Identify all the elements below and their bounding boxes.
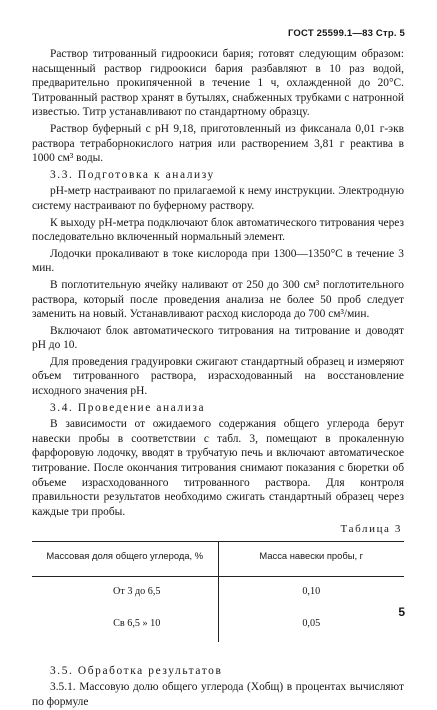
- table-row: [32, 609, 404, 642]
- table-header-mass: Масса навески пробы, г: [218, 542, 404, 577]
- table-row: [32, 576, 404, 609]
- table-header-row: [32, 542, 404, 577]
- page-header: ГОСТ 25599.1—83 Стр. 5: [287, 28, 405, 39]
- table-cell-mass: 0,10: [302, 585, 321, 597]
- paragraph: Раствор титрованный гидроокиси бария; готовят следующим образом: насыщенный раствор гидроокиси бария разбавляют в 10 раз водой, предварительно прокипяченной в течение 1 ч, охлажденной до 20°С. Титрованный раствор хранят в бутылях, снабженных трубками с натронной известью. Титр устанавливают по стандартному образцу.: [32, 48, 404, 119]
- table-header-carbon: Массовая доля общего углерода, %: [32, 542, 218, 577]
- table-caption: Таблица 3: [340, 523, 402, 536]
- document-body: [32, 47, 404, 710]
- paragraph: Для проведения градуировки сжигают стандартный образец и измеряют объем титрованного раствора, израсходованный на восстановление исходного значения pH.: [32, 355, 404, 398]
- section-heading: 3.4. Проведение анализа: [50, 401, 206, 414]
- top-paragraphs: [32, 47, 404, 519]
- paragraph: В зависимости от ожидаемого содержания общего углерода берут навески пробы в соответствии с табл. 3, помещают в прокаленную фарфоровую лодочку, вводят в трубчатую печь и включают автоматическое титрование. После окончания титрования снимают показания с бюретки об объеме израсходованного титрованного раствора. Для контроля правильности результатов необходимо сжигать стандартный образец через каждые три пробы.: [32, 418, 404, 518]
- paragraph: Раствор буферный с pH 9,18, приготовленный из фиксанала 0,01 г-экв раствора тетраборнокислого натрия или растворением 3,81 г реактива в 1000 см³ воды.: [32, 122, 404, 165]
- paragraph: 3.5.1. Массовую долю общего углерода (Xобщ) в процентах вычисляют по формуле: [32, 681, 404, 708]
- table-cell-range: От 3 до 6,5: [32, 576, 218, 609]
- section-heading: 3.5. Обработка результатов: [50, 664, 223, 677]
- paragraph: Включают блок автоматического титрования на титрование и доводят pH до 10.: [32, 324, 404, 352]
- page-number: 5: [398, 605, 405, 619]
- paragraph: К выходу pH-метра подключают блок автоматического титрования через последовательно включенный нормальный элемент.: [32, 216, 404, 244]
- bottom-paragraphs: [32, 664, 404, 710]
- carbon-table: [32, 541, 404, 642]
- table-cell-range: Св 6,5 » 10: [32, 609, 218, 642]
- paragraph: В поглотительную ячейку наливают от 250 до 300 см³ поглотительного раствора, который после проведения анализа не более 50 проб следует заменить на новый. Устанавливают расход кислорода до 700 см³/мин.: [32, 278, 404, 321]
- paragraph: Лодочки прокаливают в токе кислорода при 1300—1350°С в течение 3 мин.: [32, 247, 404, 275]
- paragraph: pH-метр настраивают по прилагаемой к нему инструкции. Электродную систему настраивают по буферному раствору.: [32, 185, 404, 212]
- table-cell-mass: 0,05: [302, 618, 321, 630]
- section-heading: 3.3. Подготовка к анализу: [50, 168, 215, 181]
